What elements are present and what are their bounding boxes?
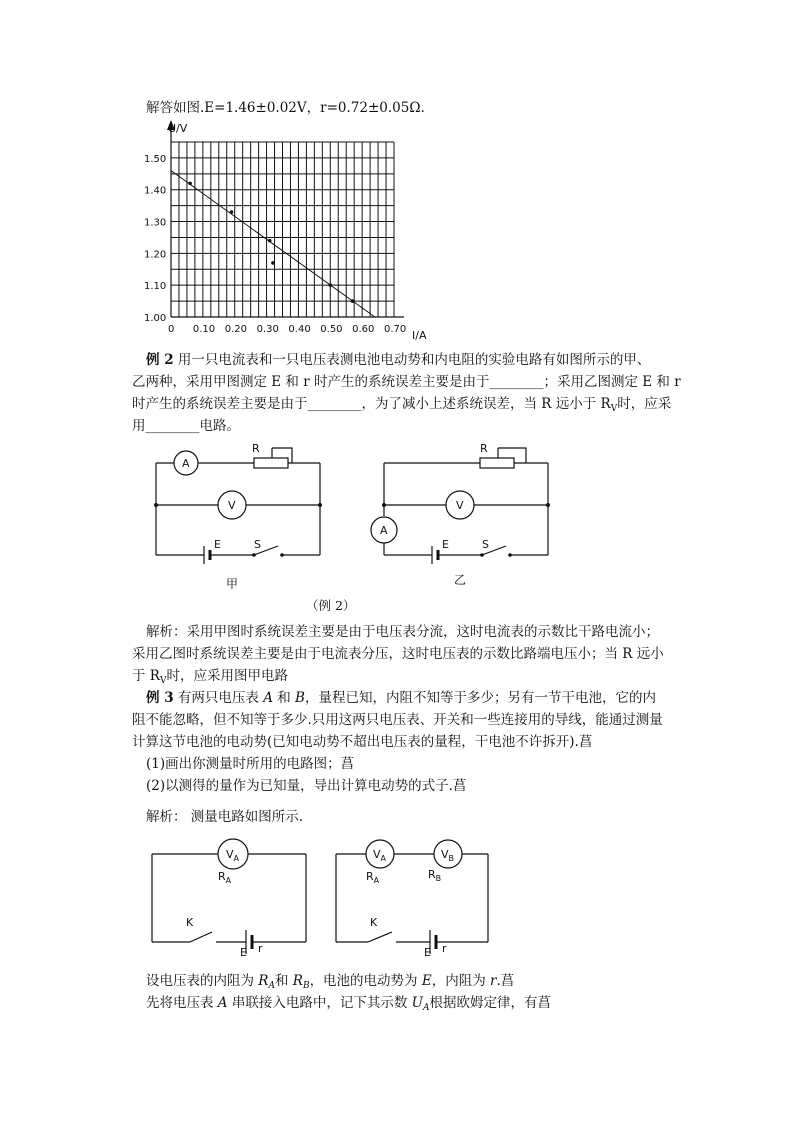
x-tick-label: 0.40 bbox=[288, 324, 311, 335]
ex2-analysis1: 解析：采用甲图时系统误差主要是由于电压表分流，这时电流表的示数比干路电流小； bbox=[146, 624, 659, 640]
ex3-circuits bbox=[140, 834, 510, 964]
data-point bbox=[268, 239, 272, 243]
r-label-left: r bbox=[258, 942, 263, 955]
ex3-last1: 设电压表的内阻为 $R_A$和 $R_B$，电池的电动势为 E，内阻为 r.菖 bbox=[146, 973, 515, 991]
ex2-label: 例 2 bbox=[146, 352, 174, 368]
x-tick-label: 0.30 bbox=[256, 324, 279, 335]
E-label-right: E bbox=[424, 946, 431, 959]
RA-label-right: $R_A$ bbox=[366, 870, 380, 885]
y-tick-label: 1.40 bbox=[144, 185, 167, 197]
x-tick-label: 0.70 bbox=[384, 324, 407, 335]
graph-marks bbox=[171, 171, 375, 317]
switch-label-right: S bbox=[482, 538, 489, 551]
x-axis-label: I/A bbox=[412, 329, 427, 340]
x-tick-label: 0.20 bbox=[224, 324, 247, 335]
ex2-text1: 用一只电流表和一只电压表测电池电动势和内电阻的实验电路有如图所示的甲、 bbox=[177, 352, 651, 368]
circuit-3-right bbox=[336, 840, 488, 954]
r-label-right: r bbox=[442, 942, 447, 955]
ex3-var-b: B bbox=[295, 690, 305, 706]
K-label-left: K bbox=[186, 916, 194, 929]
ex2-analysis3a: 于 R bbox=[132, 668, 160, 684]
rheostat-label-left: R bbox=[252, 442, 260, 455]
voltmeter-label-left: V bbox=[228, 499, 236, 512]
voltmeter-label-right: V bbox=[456, 499, 464, 512]
ex3-line2: 阻不能忽略，但不知等于多少.只用这两只电压表、开关和一些连接用的导线，能通过测量 bbox=[132, 712, 663, 728]
graph-axes bbox=[144, 120, 406, 335]
ex3-last2: 先将电压表 A 串联接入电路中，记下其示数 $U_A$根据欧姆定律，有菖 bbox=[146, 995, 552, 1013]
ex3-question1: (1)画出你测量时所用的电路图；菖 bbox=[146, 756, 355, 772]
data-point bbox=[230, 210, 234, 214]
answer-line: 解答如图.E=1.46±0.02V，r=0.72±0.05Ω. bbox=[146, 100, 425, 116]
vA-label-right: $V_A$ bbox=[373, 848, 387, 863]
graph-grid bbox=[171, 142, 394, 317]
fit-line bbox=[171, 171, 375, 317]
fig-caption: （例 2） bbox=[306, 598, 356, 613]
switch-label-left: S bbox=[254, 538, 261, 551]
ex3-label: 例 3 bbox=[146, 690, 174, 706]
data-point bbox=[188, 182, 192, 186]
ex3-question2: (2)以测得的量作为已知量，导出计算电动势的式子.菖 bbox=[146, 778, 467, 794]
x-tick-label: 0.60 bbox=[352, 324, 375, 335]
circuit-left bbox=[156, 448, 320, 564]
ammeter-label-left: A bbox=[182, 457, 190, 470]
ex2-line3-sub: V bbox=[610, 404, 618, 414]
E-label-left: E bbox=[240, 946, 247, 959]
ex3-line1 bbox=[146, 687, 656, 709]
ex2-circuits bbox=[140, 438, 570, 618]
vA-label-left: $V_A$ bbox=[226, 848, 240, 863]
battery-label-left: E bbox=[214, 538, 221, 551]
ex2-line4: 用________电路。 bbox=[132, 418, 240, 434]
data-point bbox=[351, 299, 355, 303]
ex2-line3b: 时，应采 bbox=[617, 396, 672, 412]
x-tick-label: 0.10 bbox=[192, 324, 216, 335]
x-tick-label: 0.50 bbox=[320, 324, 343, 335]
ex3-line3: 计算这节电池的电动势(已知电动势不超出电压表的量程，干电池不许拆开).菖 bbox=[132, 734, 593, 750]
fig-left-label: 甲 bbox=[226, 577, 239, 591]
data-point bbox=[271, 261, 275, 265]
data-point bbox=[328, 283, 332, 287]
ex2-analysis3-sub: V bbox=[159, 676, 167, 686]
y-tick-label: 1.20 bbox=[144, 249, 167, 261]
ex3-line1c: ，量程已知，内阻不知等于多少；另有一节干电池，它的内 bbox=[304, 690, 656, 706]
battery-label-right: E bbox=[442, 538, 449, 551]
ex3-analysis: 解析： 测量电路如图所示. bbox=[146, 809, 304, 825]
RA-label-left: $R_A$ bbox=[218, 870, 232, 885]
ui-graph bbox=[140, 118, 450, 340]
ex2-line3a: 时产生的系统误差主要是由于________，为了减小上述系统误差，当 R 远小于 R bbox=[132, 396, 611, 412]
ex2-analysis2: 采用乙图时系统误差主要是由于电流表分压，这时电压表的示数比路端电压小；当 R 远小 bbox=[132, 646, 664, 662]
y-tick-label: 1.30 bbox=[144, 217, 167, 229]
ex2-line2: 乙两种，采用甲图测定 E 和 r 时产生的系统误差主要是由于________；采用乙图测定 E 和 r bbox=[132, 374, 681, 390]
ex2-line1 bbox=[146, 349, 650, 371]
ex3-line1a: 有两只电压表 bbox=[177, 690, 264, 706]
y-tick-label: 1.50 bbox=[144, 153, 167, 165]
rheostat-label-right: R bbox=[480, 442, 488, 455]
y-axis-label: U/V bbox=[168, 122, 188, 135]
RB-label-right: $R_B$ bbox=[428, 868, 442, 883]
y-tick-label: 1.00 bbox=[144, 313, 167, 324]
x-tick-label: 0 bbox=[168, 324, 175, 335]
K-label-right: K bbox=[370, 916, 378, 929]
ex3-var-a: A bbox=[263, 690, 273, 706]
vB-label-right: $V_B$ bbox=[441, 848, 455, 863]
ex2-analysis3b: 时，应采用图甲电路 bbox=[166, 668, 288, 684]
fig-right-label: 乙 bbox=[454, 573, 467, 587]
ex3-line1b: 和 bbox=[272, 690, 296, 706]
ammeter-label-right: A bbox=[380, 524, 388, 537]
y-tick-label: 1.10 bbox=[144, 281, 167, 293]
